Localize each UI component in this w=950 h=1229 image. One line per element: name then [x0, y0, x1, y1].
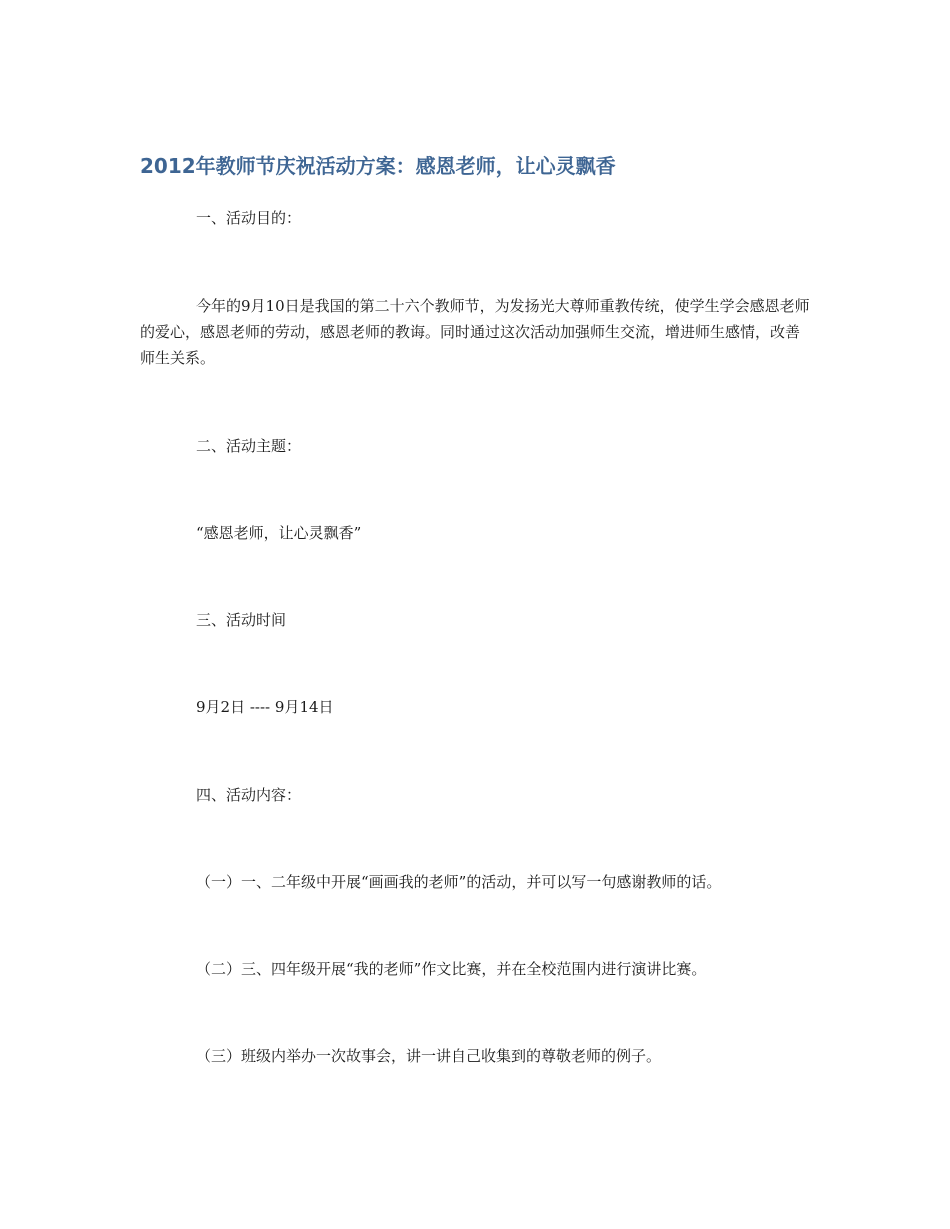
content-item-3: （三）班级内举办一次故事会，讲一讲自己收集到的尊敬老师的例子。 — [196, 1047, 662, 1065]
section-body-theme: “感恩老师，让心灵飘香” — [196, 524, 362, 542]
section-body-time: 9月2日 ---- 9月14日 — [196, 698, 334, 716]
section-heading-theme: 二、活动主题： — [196, 437, 302, 455]
content-item-1: （一）一、二年级中开展“画画我的老师”的活动，并可以写一句感谢教师的话。 — [196, 873, 722, 891]
document-title: 2012年教师节庆祝活动方案：感恩老师，让心灵飘香 — [140, 154, 616, 178]
section-heading-time: 三、活动时间 — [196, 611, 287, 629]
section-heading-purpose: 一、活动目的： — [196, 209, 302, 227]
section-body-purpose: 今年的9月10日是我国的第二十六个教师节，为发扬光大尊师重教传统，使学生学会感恩老师的爱心，感恩老师的劳动，感恩老师的教诲。同时通过这次活动加强师生交流，增进师生感情，改善师生关系。 — [140, 297, 810, 367]
section-heading-content: 四、活动内容： — [196, 786, 302, 804]
content-item-2: （二）三、四年级开展“我的老师”作文比赛，并在全校范围内进行演讲比赛。 — [196, 960, 707, 978]
